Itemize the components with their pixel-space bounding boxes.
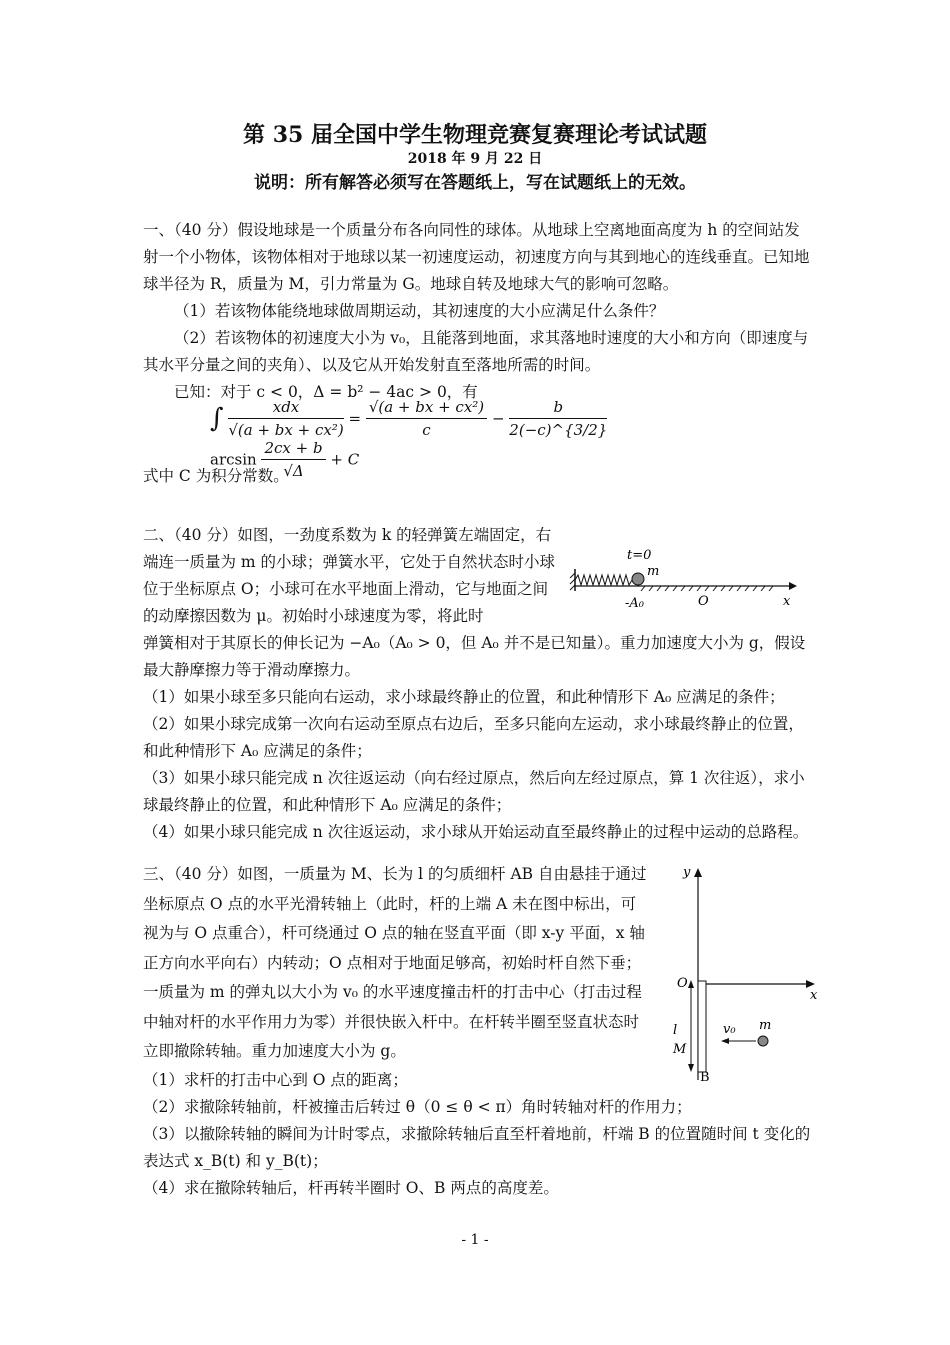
- integral-formula: ∫ $\frac{\text{xdx}}{\text{√(a + bx + cx²)}}$ = $\frac{\text{√(a + bx + cx²)}}{c}$ − $\frac{b}{2(-c)\^{}\{3/2\}}$ arcsin $\frac{2cx + b}{√\Delta}$ + C: [210, 398, 608, 480]
- y-axis-arrow: [694, 868, 702, 877]
- page-title: 第 35 届全国中学生物理竞赛复赛理论考试试题: [243, 122, 707, 148]
- question-1: [143, 217, 811, 406]
- projectile: [758, 1036, 768, 1046]
- x-axis-arrow: [789, 582, 797, 590]
- formula-term-1: $\frac{\text{√(a + bx + cx²)}}{c}$: [366, 398, 487, 439]
- q1-intro: 一、（40 分）假设地球是一个质量分布各向同性的球体。从地球上空离地面高度为 h 的空间站发射一个小物体，该物体相对于地球以某一初速度运动，初速度方向与其到地心的连线垂直。已知地球半径为 R，质量为 M，引力常量为 G。地球自转及地球大气的影响可忽略。: [143, 221, 810, 293]
- ball: [632, 573, 644, 585]
- o-label: O: [698, 594, 709, 609]
- q2-sub-2: （2）如果小球完成第一次向右运动至原点右边后，至多只能向左运动，求小球最终静止的位置，和此种情形下 A₀ 应满足的条件；: [143, 715, 804, 760]
- integral-sign: ∫: [210, 403, 224, 434]
- q2-sub-3: （3）如果小球只能完成 n 次往返运动（向右经过原点，然后向左经过原点，算 1 次往返），求小球最终静止的位置，和此种情形下 A₀ 应满足的条件；: [143, 769, 805, 814]
- formula-term-3: $\frac{2cx + b}{√\Delta}$: [261, 439, 325, 480]
- a0-label: -A₀: [625, 596, 644, 611]
- exam-date: 2018 年 9 月 22 日: [407, 151, 543, 167]
- spring-ball-figure: [565, 545, 805, 613]
- q1-const-note: 式中 C 为积分常数。: [143, 467, 289, 485]
- q3-sub-3: （3）以撤除转轴的瞬间为计时零点，求撤除转轴后直至杆着地前，杆端 B 的位置随时间 t 变化的表达式 x_B(t) 和 y_B(t)；: [143, 1124, 811, 1170]
- page-number: - 1 -: [461, 1232, 489, 1248]
- m-label: m: [647, 564, 660, 579]
- M-label: M: [673, 1042, 687, 1057]
- q1-given: 已知：对于 c < 0，Δ = b² − 4ac > 0，有: [174, 383, 478, 401]
- rod-figure: [655, 862, 825, 1087]
- formula-term-2: $\frac{b}{2(-c)\^{}\{3/2\}}$: [509, 398, 608, 439]
- v0-label: v₀: [723, 1022, 736, 1037]
- q2-sub-4: （4）如果小球只能完成 n 次往返运动，求小球从开始运动直至最终静止的过程中运动的总路程。: [143, 823, 809, 841]
- rod: [698, 981, 706, 1072]
- b-label: B: [700, 1070, 710, 1085]
- x-label: x: [783, 594, 791, 609]
- instruction-note: 说明：所有解答必须写在答题纸上，写在试题纸上的无效。: [254, 173, 696, 193]
- y-label: y: [683, 865, 691, 880]
- x-axis-arrow: [806, 980, 815, 988]
- ground-hatch: [641, 586, 773, 591]
- q2-intro: 二、（40 分）如图，一劲度系数为 k 的轻弹簧左端固定，右端连一质量为 m 的小球；弹簧水平，它处于自然状态时小球位于坐标原点 O；小球可在水平地面上滑动，它与地面之间的动摩擦因数为 μ。初始时小球速度为零，将此时: [143, 526, 556, 625]
- x-label: x: [810, 988, 818, 1003]
- q3-intro: 三、（40 分）如图，一质量为 M、长为 l 的匀质细杆 AB 自由悬挂于通过坐标原点 O 点的水平光滑转轴上（此时，杆的上端 A 未在图中标出，可视为与 O 点重合），杆可绕通过 O 点的轴在竖直平面（即 x-y 平面，x 轴正方向水平向右）内转动；O 点相对于地面足够高，初始时杆自然下垂；一质量为 m 的弹丸以大小为 v₀ 的水平速度撞击杆的打击中心（打击过程中轴对杆的水平作用力为零）并很快嵌入杆中。在杆转半圈至竖直状态时立即撤除转轴。重力加速度大小为 g。: [143, 865, 647, 1060]
- l-label: l: [673, 1023, 678, 1038]
- q2-intro-cont: 弹簧相对于其原长的伸长记为 −A₀（A₀ > 0，但 A₀ 并不是已知量）。重力加速度大小为 g，假设最大静摩擦力等于滑动摩擦力。: [143, 634, 806, 679]
- t-label: t=0: [627, 548, 652, 563]
- q3-sub-2: （2）求撤除转轴前，杆被撞击后转过 θ（0 ≤ θ < π）角时转轴对杆的作用力；: [143, 1097, 692, 1116]
- m-label: m: [759, 1018, 772, 1033]
- spring: [575, 575, 632, 585]
- formula-lhs: $\frac{\text{xdx}}{\text{√(a + bx + cx²)}}$: [228, 398, 344, 439]
- q2-sub-1: （1）如果小球至多只能向右运动，求小球最终静止的位置，和此种情形下 A₀ 应满足的条件；: [143, 688, 785, 706]
- q3-sub-4: （4）求在撤除转轴后，杆再转半圈时 O、B 两点的高度差。: [143, 1178, 559, 1197]
- q3-sub-1: （1）求杆的打击中心到 O 点的距离；: [143, 1070, 408, 1089]
- q1-sub-1: （1）若该物体能绕地球做周期运动，其初速度的大小应满足什么条件？: [174, 302, 665, 320]
- o-label: O: [677, 976, 688, 991]
- q1-sub-2: （2）若该物体的初速度大小为 v₀，且能落到地面，求其落地时速度的大小和方向（即速度与其水平分量之间的夹角）、以及它从开始发射直至落地所需的时间。: [143, 329, 809, 374]
